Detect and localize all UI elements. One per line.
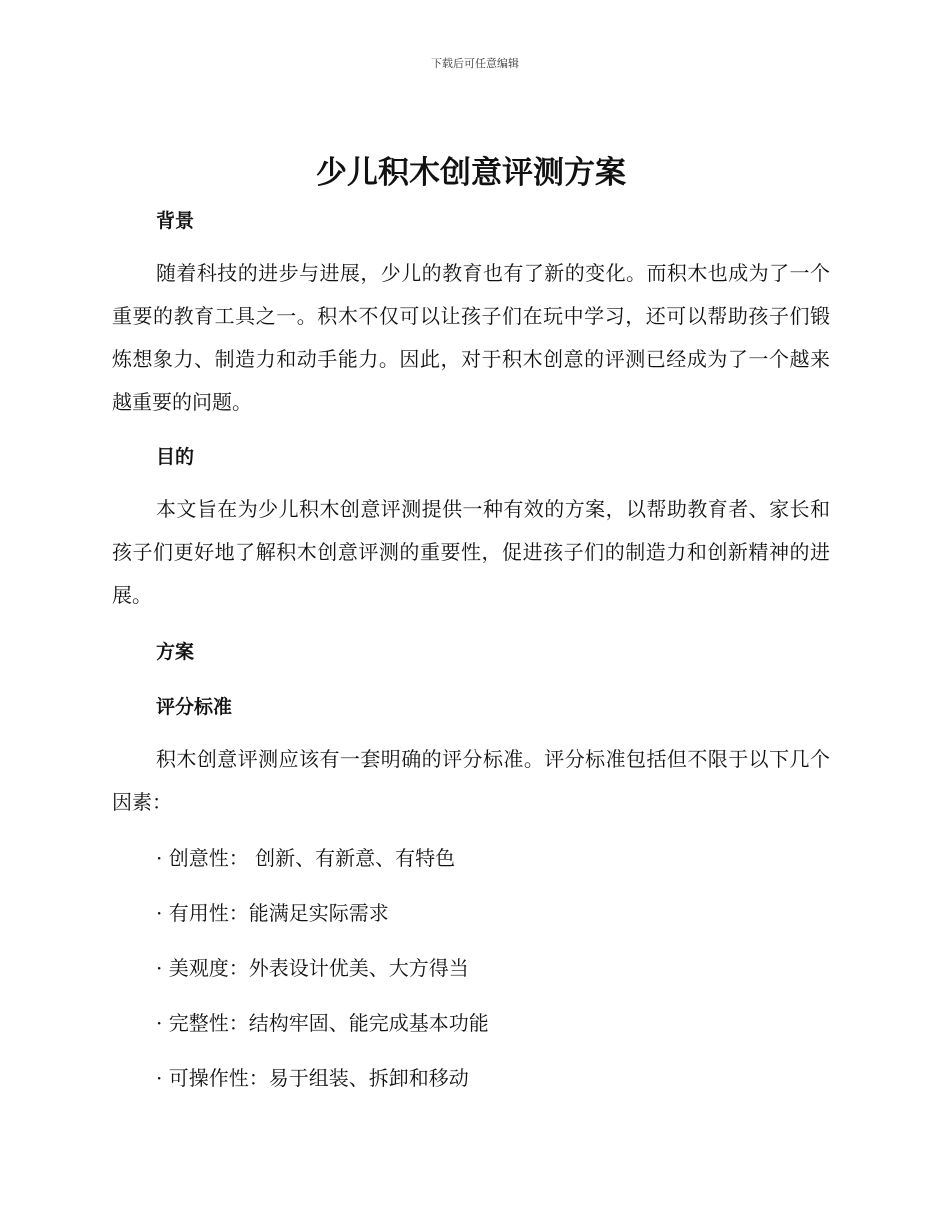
criteria-item: · 创意性： 创新、有新意、有特色 xyxy=(156,846,456,870)
paragraph-purpose: 本文旨在为少儿积木创意评测提供一种有效的方案，以帮助教育者、家长和孩子们更好地了解积木创意评测的重要性，促进孩子们的制造力和创新精神的进展。 xyxy=(112,497,830,607)
paragraph-criteria: 积木创意评测应该有一套明确的评分标准。评分标准包括但不限于以下几个因素： xyxy=(112,747,830,814)
paragraph-background: 随着科技的进步与进展，少儿的教育也有了新的变化。而积木也成为了一个重要的教育工具之一。积木不仅可以让孩子们在玩中学习，还可以帮助孩子们锻炼想象力、制造力和动手能力。因此，对于积木创意的评测已经成为了一个越来越重要的问题。 xyxy=(112,261,830,414)
criteria-item: · 完整性：结构牢固、能完成基本功能 xyxy=(156,1011,489,1035)
document-body xyxy=(112,148,830,1093)
heading-purpose: 目的 xyxy=(156,446,195,468)
criteria-item: · 美观度：外表设计优美、大方得当 xyxy=(156,956,469,980)
heading-background: 背景 xyxy=(156,210,195,232)
document-title: 少儿积木创意评测方案 xyxy=(316,155,626,191)
criteria-item: · 有用性：能满足实际需求 xyxy=(156,901,389,925)
heading-plan: 方案 xyxy=(156,641,195,663)
heading-criteria: 评分标准 xyxy=(156,696,233,718)
criteria-item: · 可操作性：易于组装、拆卸和移动 xyxy=(156,1066,469,1090)
header-note: 下载后可任意编辑 xyxy=(431,57,519,70)
